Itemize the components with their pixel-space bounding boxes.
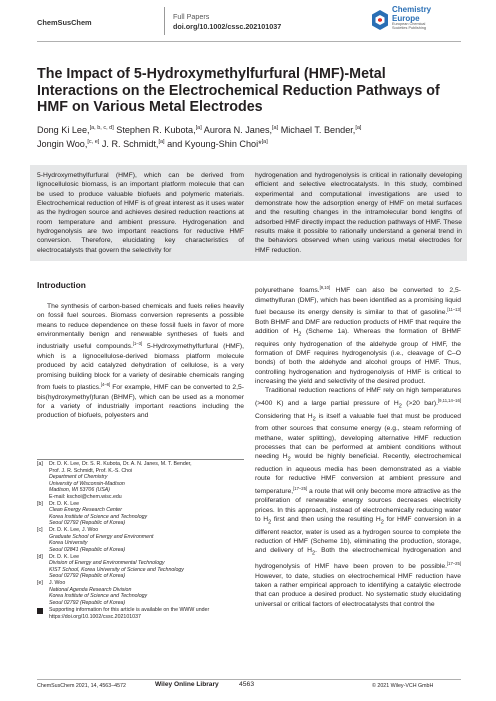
- author: Jongin Woo,[c, e]: [37, 139, 100, 150]
- citation-ref[interactable]: [17–25]: [447, 560, 461, 566]
- affiliation-item: [d] Dr. D. K. Lee Division of Energy and Environmental Technology KIST School, Korea University of Science and Technology Seoul 02792 (Republic of Korea): [37, 553, 184, 579]
- author: J. R. Schmidt,[a]: [101, 139, 165, 150]
- page-number: 4563: [239, 681, 255, 688]
- header-section: [173, 12, 281, 32]
- paragraph: polyurethane foams.[9,10] HMF can also be converted to 2,5-dimethylfuran (DMF), which has been identified as a promising liquid fuel because its energy density is similar to that of gasoline.[11–13] Both BHMF and DMF are reduction products of HMF that require the addition of $H_2$ (Scheme 1a). Whereas the formation of BHMF requires only hydrogenation of the aldehyde group of HMF, the formation of DMF requires hydrogenolysis (i.e., cleavage of C–O bonds) of both the aldehyde and alcohol groups of HMF. Thus, controlling hydrogenation and hydrogenolysis of HMF is critical to increasing the yield and selectivity of the desired product.: [255, 285, 461, 385]
- citation-ref[interactable]: [17–25]: [293, 485, 308, 491]
- author: Michael T. Bender,[a]: [280, 125, 362, 136]
- author: Dong Ki Lee,[a, b, c, d]: [37, 125, 114, 136]
- citation-ref[interactable]: [1–3]: [132, 341, 143, 347]
- logo-subtext: European Chemical Societies Publishing: [392, 22, 426, 31]
- wiley-online-library-link[interactable]: Wiley Online Library: [155, 681, 219, 688]
- paragraph: The synthesis of carbon-based chemicals and fuels relies heavily on fossil fuel sources. Biomass conversion represents a possible means to reduce dependence on these fossil fuels in favor of more environmentally benign and renewable syntheses of fuels and industrially useful compounds.[1–3] 5-Hydroxymethylfurfural (HMF), which is a lignocellulose-derived biomass platform molecule produced by acid catalyzed dehydration of cellulose, is a very promising building block for a variety of desirable chemicals ranging from fuels to plastics.[4–8] For example, HMF can be converted to 2,5-bis(hydroxymethyl)furan (BHMF), which can be used as a monomer for a variety of industrially important reactions including the production of biofuels, polyesters and: [37, 303, 244, 420]
- paragraph: Traditional reduction reactions of HMF rely on high temperatures (>400 K) and a large partial pressure of $H_2$ (>20 bar).[9,11,14–16] Considering that $H_2$ is itself a valuable fuel that must be produced from other sources that consume energy (e.g., steam reforming of methane, water splitting), developing alternative HMF reduction processes that can be performed at ambient conditions without needing $H_2$ would be highly beneficial. Recently, electrochemical reduction in aqueous media has been demonstrated as a viable route for reductive HMF conversion at ambient pressure and temperature,[17–25] a route that will only become more attractive as the proliferation of renewable energy sources decreases electricity prices. In this approach, instead of electrochemically reducing water to $H_2$ first and then using the resulting $H_2$ for HMF conversion in a different reactor, water is used as a hydrogen source to complete the reduction of HMF (Scheme 1b), eliminating the production, storage, and delivery of $H_2$. Both the electrochemical hydrogenation and hydrogenolysis of HMF have been proven to be possible.[17–25] However, to date, studies on electrochemical HMF reduction have taken a rather empirical approach to identifying a catalytic electrode that can produce a desired product. No systematic study elucidating universal or critical factors of electrocatalysts that control the: [255, 387, 461, 608]
- doi-link[interactable]: doi.org/10.1002/cssc.202101037: [173, 22, 282, 31]
- citation-ref[interactable]: [9,10]: [319, 285, 331, 290]
- affiliation-item: [e] J. Woo National Agenda Research Division Korea Institute of Science and Technology Seoul 02792 (Republic of Korea): [37, 580, 148, 606]
- author-list: [37, 122, 461, 151]
- author: Stephen R. Kubota,[a]: [116, 125, 202, 136]
- chemistry-europe-logo[interactable]: [371, 6, 461, 36]
- journal-name: ChemSusChem: [37, 18, 92, 27]
- header-rule: [37, 41, 461, 42]
- citation-ref[interactable]: [9,11,14–16]: [438, 397, 461, 403]
- abstract-left: 5-Hydroxymethylfurfural (HMF), which can be derived from lignocellulosic biomass, is an important platform molecule that can be used to produce valuable biofuels and polymeric materials. Electrochemical reduction of HMF is of great interest as it uses water as the hydrogen source and achieves desired reduction reactions at room temperature and ambient pressure. Hydrogenation and hydrogenolysis are two important reactions for reductive HMF conversion. Therefore, elucidating key characteristics of electrocatalysts that govern the selectivity for: [37, 172, 244, 254]
- affiliations: [37, 461, 244, 620]
- author: Aurora N. Janes,[a]: [203, 125, 279, 136]
- affiliation-item: [b] Dr. D. K. Lee Clean Energy Research Center Korea Institute of Science and Technology Seoul 02792 (Republic of Korea): [37, 500, 148, 526]
- logo-text: Chemistry Europe: [392, 5, 432, 23]
- affiliation-rule: [37, 459, 244, 460]
- author: and Kyoung-Shin Choi*[a]: [167, 139, 268, 150]
- citation-ref[interactable]: [11–13]: [447, 306, 461, 312]
- contact-email[interactable]: E-mail: kschoi@chem.wisc.edu: [49, 493, 122, 500]
- supporting-info-note[interactable]: Supporting information for this article is available on the WWW under https://doi.org/10.1002/cssc.202101037: [37, 607, 244, 620]
- logo-mark-icon: [371, 9, 389, 31]
- article-title: The Impact of 5-Hydroxymethylfurfural (HMF)-Metal Interactions on the Electrochemical Reduction Pathways of HMF on Various Metal Electrodes: [37, 66, 440, 116]
- affiliation-item: [c] Dr. D. K. Lee, J. Woo Graduate School of Energy and Environment Korea University Seoul 02841 (Republic of Korea): [37, 527, 154, 553]
- affiliation-item: [a] Dr. D. K. Lee, Dr. S. R. Kubota, Dr. A. N. Janes, M. T. Bender, Prof. J. R. Schmidt, Prof. K.-S. Choi Department of Chemistry University of Wisconsin-Madison Madison, WI 53706 (USA) E-mail: kschoi@chem.wisc.edu: [37, 461, 244, 500]
- footer-rule: [37, 679, 461, 680]
- body-right-column: [255, 283, 461, 609]
- section-heading: Introduction: [37, 280, 86, 290]
- header-divider: [164, 7, 165, 35]
- supporting-info-icon: [37, 608, 43, 614]
- footer-copyright: © 2021 Wiley-VCH GmbH: [372, 683, 434, 689]
- body-left-column: [37, 302, 244, 421]
- footer-citation: ChemSusChem 2021, 14, 4563–4572: [37, 683, 126, 689]
- section-label: Full Papers: [173, 12, 210, 21]
- citation-ref[interactable]: [4–8]: [100, 381, 111, 387]
- abstract-right: hydrogenation and hydrogenolysis is critical in rationally developing efficient and selective electrocatalysts. In this study, combined experimental and computational investigations are used to demonstrate how the adsorption energy of HMF on metal surfaces and the resulting changes in the intramolecular bond lengths of adsorbed HMF directly impact the reduction pathways of HMF. These results make it possible to rationally understand a general trend in the behaviors observed when using various metal electrodes for HMF reduction.: [255, 172, 462, 254]
